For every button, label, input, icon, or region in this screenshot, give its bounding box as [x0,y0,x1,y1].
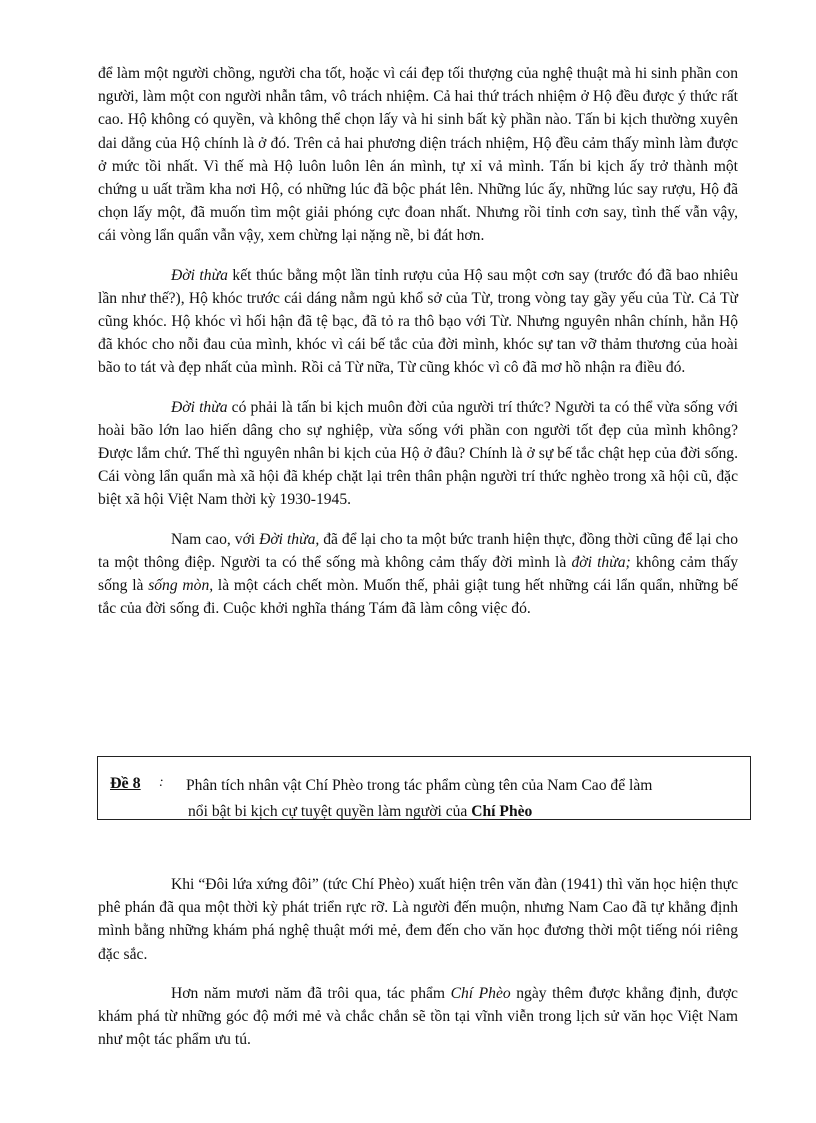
essay-paragraph-1: Khi “Đôi lứa xứng đôi” (tức Chí Phèo) xuất hiện trên văn đàn (1941) thì văn học hiện thực phê phán đã qua một thời kỳ phát triển rực rỡ. Là người đến muộn, nhưng Nam Cao đã tự khẳng định mình bằng những khám phá nghệ thuật mới mẻ, đem đến cho văn học đương thời một tiếng nói riêng đặc sắc. [98,876,738,963]
essay-paragraph-2-text-c: ngày thêm được khẳng định, được khám phá từ những góc độ mới mẻ và chắc chắn sẽ tồn tại vĩnh viễn trong lịch sử văn học Việt Nam như một tác phẩm ưu tú. [98,984,738,1049]
prompt-line-2 [186,799,746,825]
paragraph-3-text: có phải là tấn bi kịch muôn đời của người trí thức? Người ta có thể vừa sống với hoài bão lớn lao hiến dâng cho sự nghiệp, vừa sống với phần con người tốt đẹp của mình không? Được lắm chứ. Thế thì nguyên nhân bi kịch của Hộ ở đâu? Chính là ở sự bế tắc chật hẹp của đời sống. Cái vòng lẩn quẩn mà xã hội đã khép chặt lại trên thân phận người trí thức nghèo trong xã hội cũ, đặc biệt xã hội Việt Nam thời kỳ 1930-1945. [98,398,738,509]
essay-prompt-box [97,756,751,820]
paragraph-2-text: kết thúc bằng một lần tỉnh rượu của Hộ sau một cơn say (trước đó đã bao nhiêu lần như thế?), Hộ khóc trước cái dáng nằm ngủ khổ sở của Từ, trong vòng tay gầy yếu của Từ. Cả Từ cũng khóc. Hộ khóc vì hối hận đã tệ bạc, đã tỏ ra thô bạo với Từ. Nhưng nguyên nhân chính, hẳn Hộ đã khóc cho nỗi đau của mình, khóc vì cái bế tắc của đời mình, khóc sự tan vỡ thảm thương của hoài bão to tát và đẹp nhất của mình. Rồi cả Từ nữa, Từ cũng khóc vì cô đã mơ hồ nhận ra điều đó. [98,266,738,377]
paragraph-4-text-c: đã để lại cho ta một bức tranh hiện thực, đồng thời cũng để lại cho ta một thông điệp. Người ta có thể sống mà không cảm thấy đời mình là [98,530,738,571]
emphasis-doi-thua: đời thừa; [571,553,631,571]
work-title: Chí Phèo [450,984,511,1002]
prompt-colon: : [159,775,164,790]
essay-paragraph-2 [98,982,738,1052]
paragraph-4 [98,528,738,621]
prompt-number: Đề 8 [110,775,141,792]
prompt-line-1: Phân tích nhân vật Chí Phèo trong tác phẩm cùng tên của Nam Cao để làm [186,777,653,794]
essay-body [98,873,738,1051]
prompt-text [186,773,746,825]
emphasis-song-mon: sống mòn, [148,577,214,595]
essay-paragraph-2-text-a: Hơn năm mươi năm đã trôi qua, tác phẩm [171,984,451,1002]
paragraph-4-text-e: không cảm thấy sống là [98,553,739,595]
paragraph-3 [98,396,738,512]
prompt-line-2-text: nổi bật bi kịch cự tuyệt quyền làm người của [188,803,472,820]
paragraph-4-text-g: là một cách chết mòn. Muốn thế, phải giật tung hết những cái lẩn quẩn, những bế tắc của đời sống đi. Cuộc khởi nghĩa tháng Tám đã làm công việc đó. [98,577,738,618]
document-body [98,62,738,620]
prompt-character-name: Chí Phèo [471,803,533,820]
paragraph-4-text-a: Nam cao, với [171,530,260,548]
work-title: Đời thừa [171,266,228,284]
work-title: Đời thừa, [259,530,320,548]
work-title: Đời thừa [171,398,228,416]
paragraph-2 [98,264,738,380]
paragraph-1: để làm một người chồng, người cha tốt, hoặc vì cái đẹp tối thượng của nghệ thuật mà hi sinh phần con người, làm một con người nhẫn tâm, vô trách nhiệm. Cả hai thứ trách nhiệm ở Hộ đều được ý thức rất cao. Hộ không có quyền, và không thể chọn lấy và hi sinh bất kỳ phần nào. Tấn bi kịch thường xuyên dai dẳng của Hộ chính là ở đó. Trên cả hai phương diện trách nhiệm, Hộ đều cảm thấy mình làm được ở mức tồi nhất. Vì thế mà Hộ luôn luôn lên án mình, tự xỉ vả mình. Tấn bi kịch ấy trở thành một chứng u uất trầm kha nơi Hộ, có những lúc đã bộc phát lên. Những lúc ấy, những lúc say rượu, Hộ đã chọn lấy một, đã muốn tìm một giải phóng cực đoan nhất. Nhưng rồi tỉnh cơn say, tình thế vẫn vậy, cái vòng lẩn quẩn vẫn vậy, xem chừng lại nặng nề, bi đát hơn. [98,65,738,245]
